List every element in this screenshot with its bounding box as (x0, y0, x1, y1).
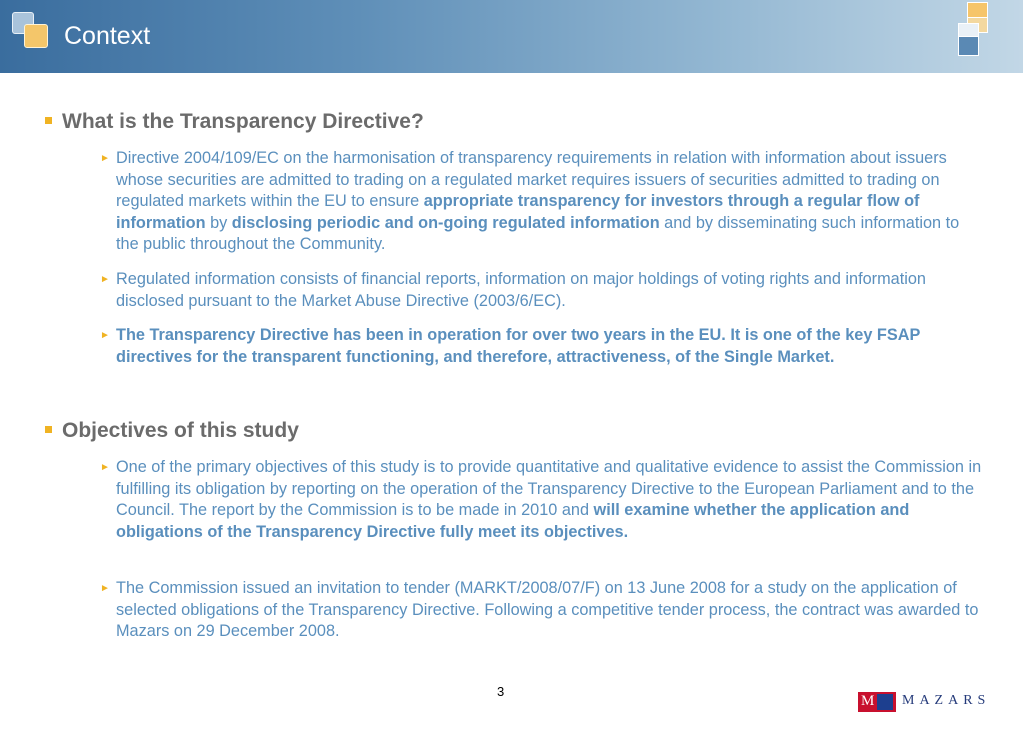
bold-text-segment: disclosing periodic and on-going regulated information (231, 213, 660, 232)
section-heading: Objectives of this study (62, 419, 299, 442)
arrow-bullet-icon: ► (100, 330, 110, 341)
bullet-text (116, 325, 986, 368)
decorative-blocks-icon (958, 2, 990, 58)
eu-flag-icon (877, 694, 893, 710)
bold-text-segment: The Transparency Directive has been in operation for over two years in the EU. It is one of the key FSAP directives for the transparent functioning, and therefore, attractiveness, of the Single Market. (116, 326, 921, 366)
bullet-text (116, 269, 986, 312)
bullet-text (116, 148, 986, 256)
page-number: 3 (497, 684, 505, 699)
section-bullet-icon (45, 117, 52, 124)
logo-box-icon (858, 692, 896, 712)
text-segment: The Commission issued an invitation to tender (MARKT/2008/07/F) on 13 June 2008 for a study on the application of selected obligations of the Transparency Directive. Following a competitive tender process, the contract was awarded to Mazars on 29 December 2008. (116, 579, 979, 640)
arrow-bullet-icon: ► (100, 583, 110, 594)
text-segment: and by disseminating such information to the public throughout the Community. (116, 213, 960, 253)
header-bar (0, 0, 1023, 73)
section-heading: What is the Transparency Directive? (62, 110, 424, 133)
bullet-text (116, 457, 986, 543)
text-segment: Regulated information consists of financial reports, information on major holdings of voting rights and information disclosed pursuant to the Market Abuse Directive (2003/6/EC). (116, 270, 926, 310)
arrow-bullet-icon: ► (100, 153, 110, 164)
arrow-bullet-icon: ► (100, 462, 110, 473)
bullet-text (116, 578, 986, 643)
bold-text-segment: will examine whether the application and obligations of the Transparency Directive fully meet its objectives. (116, 501, 910, 541)
slide-title: Context (64, 22, 151, 50)
squares-logo-icon (12, 12, 52, 52)
text-segment: One of the primary objectives of this study is to provide quantitative and qualitative evidence to assist the Commission in fulfilling its obligation by reporting on the operation of the Transparency Directive to the European Parliament and to the Council. The report by the Commission is to be made in 2010 and (116, 458, 982, 519)
bold-text-segment: appropriate transparency for investors through a regular flow of information (116, 192, 920, 232)
text-segment: by (205, 213, 232, 232)
logo-letter: M (861, 693, 875, 709)
arrow-bullet-icon: ► (100, 274, 110, 285)
text-segment: Directive 2004/109/EC on the harmonisation of transparency requirements in relation with information about issuers whose securities are admitted to trading on a regulated market requires issuers of securities admitted to trading on regulated markets within the EU to ensure (116, 149, 947, 210)
section-bullet-icon (45, 426, 52, 433)
logo-text: MAZARS (902, 693, 991, 708)
